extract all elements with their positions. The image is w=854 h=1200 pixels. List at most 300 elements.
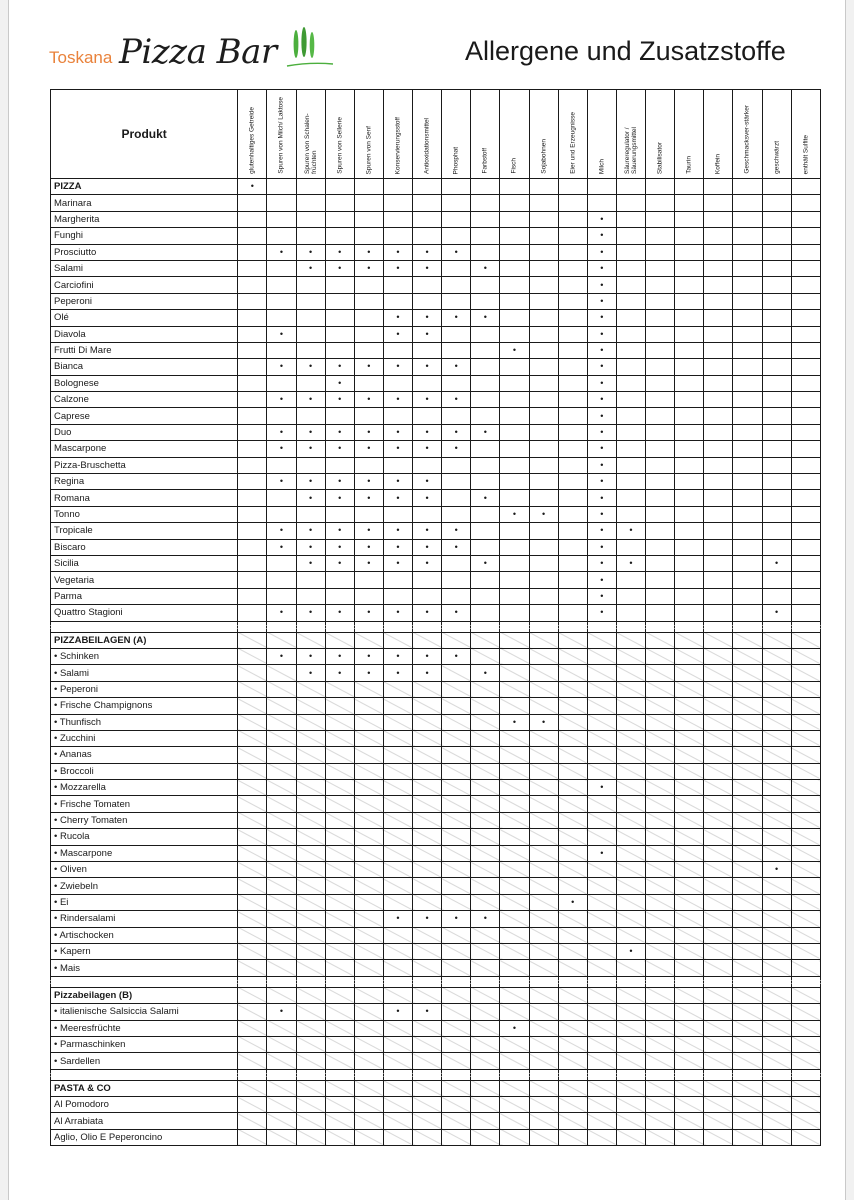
product-name: • Schinken (51, 648, 238, 664)
allergen-cell (558, 796, 587, 812)
product-name: • italienische Salsiccia Salami (51, 1004, 238, 1020)
allergen-cell (733, 408, 762, 424)
allergen-cell (616, 441, 645, 457)
allergen-cell (442, 927, 471, 943)
allergen-cell (238, 681, 267, 697)
allergen-cell (675, 987, 704, 1003)
allergen-cell (296, 457, 325, 473)
allergen-cell (558, 211, 587, 227)
allergen-cell (500, 179, 529, 195)
menu-sheet (8, 0, 846, 1200)
allergen-cell (558, 665, 587, 681)
table-row (51, 326, 821, 342)
table-row (51, 665, 821, 681)
allergen-cell (442, 698, 471, 714)
allergen-cell (558, 359, 587, 375)
allergen-cell (471, 1129, 500, 1145)
separator-cell (325, 621, 354, 632)
allergen-cell (238, 572, 267, 588)
allergen-cell (558, 632, 587, 648)
allergen-cell (616, 179, 645, 195)
allergen-cell (762, 506, 791, 522)
separator-cell (558, 1069, 587, 1080)
allergen-cell (238, 632, 267, 648)
allergen-cell (325, 812, 354, 828)
allergen-mark: • (442, 392, 471, 408)
allergen-cell (442, 862, 471, 878)
allergen-cell (413, 342, 442, 358)
allergen-cell (442, 228, 471, 244)
allergen-cell (762, 1036, 791, 1052)
allergen-cell (354, 326, 383, 342)
product-name: Vegetaria (51, 572, 238, 588)
allergen-cell (500, 845, 529, 861)
allergen-cell (442, 490, 471, 506)
allergen-cell (296, 277, 325, 293)
allergen-cell (238, 310, 267, 326)
separator-cell (383, 621, 412, 632)
allergen-cell (442, 730, 471, 746)
allergen-cell (471, 1004, 500, 1020)
allergen-cell (733, 1097, 762, 1113)
allergen-cell (762, 1004, 791, 1020)
allergen-cell (529, 228, 558, 244)
allergen-mark: • (587, 277, 616, 293)
separator-cell (762, 976, 791, 987)
allergen-cell (529, 277, 558, 293)
allergen-cell (762, 714, 791, 730)
allergen-cell (704, 1004, 733, 1020)
table-row (51, 894, 821, 910)
allergen-cell (616, 392, 645, 408)
table-row (51, 588, 821, 604)
allergen-cell (646, 441, 675, 457)
product-name: • Frische Champignons (51, 698, 238, 714)
allergen-cell (238, 1020, 267, 1036)
allergen-cell (733, 1080, 762, 1096)
allergen-cell (704, 987, 733, 1003)
allergen-cell (616, 698, 645, 714)
product-name: • Ananas (51, 747, 238, 763)
allergen-cell (442, 506, 471, 522)
allergen-mark: • (354, 424, 383, 440)
allergen-cell (762, 943, 791, 959)
allergen-cell (675, 539, 704, 555)
allergen-cell (587, 763, 616, 779)
separator-cell (675, 976, 704, 987)
allergen-cell (791, 862, 820, 878)
allergen-mark: • (587, 392, 616, 408)
allergen-cell (296, 763, 325, 779)
allergen-cell (500, 441, 529, 457)
allergen-cell (762, 277, 791, 293)
allergen-column-header (762, 90, 791, 179)
allergen-cell (500, 424, 529, 440)
allergen-cell (558, 943, 587, 959)
allergen-cell (675, 747, 704, 763)
allergen-cell (675, 943, 704, 959)
allergen-cell (529, 780, 558, 796)
allergen-cell (646, 310, 675, 326)
product-name: • Rucola (51, 829, 238, 845)
separator-cell (325, 976, 354, 987)
allergen-cell (646, 490, 675, 506)
allergen-cell (325, 506, 354, 522)
allergen-column-header (558, 90, 587, 179)
allergen-cell (500, 1036, 529, 1052)
allergen-cell (791, 829, 820, 845)
allergen-cell (471, 943, 500, 959)
allergen-cell (500, 359, 529, 375)
separator-cell (267, 976, 296, 987)
allergen-cell (354, 894, 383, 910)
allergen-cell (587, 796, 616, 812)
allergen-cell (383, 179, 412, 195)
product-name: Quattro Stagioni (51, 605, 238, 621)
allergen-cell (413, 375, 442, 391)
allergen-cell (471, 714, 500, 730)
allergen-cell (733, 342, 762, 358)
allergen-cell (442, 665, 471, 681)
allergen-cell (529, 632, 558, 648)
allergen-mark: • (383, 260, 412, 276)
allergen-cell (267, 796, 296, 812)
allergen-cell (471, 179, 500, 195)
table-row (51, 342, 821, 358)
allergen-cell (616, 228, 645, 244)
allergen-cell (587, 812, 616, 828)
allergen-cell (529, 730, 558, 746)
allergen-cell (558, 730, 587, 746)
allergen-cell (267, 698, 296, 714)
allergen-cell (704, 342, 733, 358)
allergen-cell (704, 293, 733, 309)
allergen-cell (762, 878, 791, 894)
allergen-mark: • (383, 441, 412, 457)
allergen-cell (413, 1113, 442, 1129)
allergen-cell (296, 1020, 325, 1036)
allergen-mark: • (296, 424, 325, 440)
allergen-cell (238, 506, 267, 522)
separator-cell (762, 621, 791, 632)
allergen-mark: • (529, 506, 558, 522)
separator-cell (733, 976, 762, 987)
allergen-cell (558, 681, 587, 697)
allergen-cell (354, 943, 383, 959)
allergen-cell (529, 457, 558, 473)
product-name: Pizza-Bruschetta (51, 457, 238, 473)
allergen-cell (791, 763, 820, 779)
allergen-cell (675, 260, 704, 276)
allergen-mark: • (383, 474, 412, 490)
allergen-cell (646, 506, 675, 522)
table-row (51, 228, 821, 244)
allergen-cell (413, 987, 442, 1003)
allergen-column-label: Spuren von Senf (365, 125, 373, 174)
separator-cell (413, 1069, 442, 1080)
allergen-cell (354, 1129, 383, 1145)
separator-cell (267, 1069, 296, 1080)
allergen-cell (646, 1129, 675, 1145)
allergen-cell (675, 1080, 704, 1096)
product-name: • Peperoni (51, 681, 238, 697)
allergen-cell (529, 1053, 558, 1069)
allergen-cell (325, 894, 354, 910)
allergen-cell (762, 359, 791, 375)
allergen-cell (500, 698, 529, 714)
allergen-cell (791, 244, 820, 260)
allergen-cell (587, 1053, 616, 1069)
allergen-cell (471, 1053, 500, 1069)
allergen-cell (704, 555, 733, 571)
allergen-mark: • (383, 648, 412, 664)
allergen-mark: • (442, 441, 471, 457)
allergen-cell (704, 632, 733, 648)
allergen-mark: • (296, 244, 325, 260)
allergen-cell (267, 1129, 296, 1145)
allergen-cell (238, 927, 267, 943)
allergen-cell (733, 862, 762, 878)
allergen-cell (529, 1020, 558, 1036)
allergen-mark: • (296, 523, 325, 539)
allergen-cell (354, 632, 383, 648)
allergen-cell (471, 539, 500, 555)
allergen-cell (762, 648, 791, 664)
allergen-cell (471, 894, 500, 910)
allergen-cell (529, 1080, 558, 1096)
allergen-mark: • (325, 490, 354, 506)
allergen-cell (238, 1080, 267, 1096)
allergen-cell (296, 211, 325, 227)
allergen-cell (675, 1036, 704, 1052)
allergen-mark: • (529, 714, 558, 730)
allergen-cell (558, 293, 587, 309)
allergen-cell (383, 681, 412, 697)
allergen-cell (529, 1004, 558, 1020)
allergen-cell (587, 1036, 616, 1052)
allergen-cell (791, 441, 820, 457)
allergen-cell (296, 747, 325, 763)
allergen-cell (646, 375, 675, 391)
allergen-cell (383, 1020, 412, 1036)
allergen-cell (646, 1036, 675, 1052)
allergen-cell (238, 408, 267, 424)
allergen-cell (791, 588, 820, 604)
allergen-cell (558, 179, 587, 195)
product-name: Romana (51, 490, 238, 506)
allergen-cell (762, 1053, 791, 1069)
table-row (51, 845, 821, 861)
allergen-cell (733, 911, 762, 927)
allergen-mark: • (354, 441, 383, 457)
allergen-cell (791, 812, 820, 828)
allergen-cell (616, 408, 645, 424)
allergen-cell (383, 763, 412, 779)
allergen-mark: • (442, 648, 471, 664)
allergen-cell (762, 408, 791, 424)
allergen-mark: • (587, 780, 616, 796)
allergen-mark: • (325, 244, 354, 260)
allergen-cell (442, 632, 471, 648)
product-name: Biscaro (51, 539, 238, 555)
table-row (51, 960, 821, 976)
allergen-cell (383, 1129, 412, 1145)
allergen-column-label: Säureregulator / Säuerungsmittel (623, 127, 638, 174)
allergen-cell (733, 1053, 762, 1069)
allergen-cell (675, 681, 704, 697)
allergen-mark: • (587, 408, 616, 424)
allergen-cell (704, 730, 733, 746)
allergen-column-header (675, 90, 704, 179)
allergen-cell (413, 588, 442, 604)
allergen-cell (733, 632, 762, 648)
allergen-cell (587, 927, 616, 943)
allergen-cell (267, 665, 296, 681)
product-name: Diavola (51, 326, 238, 342)
allergen-column-label: Spuren von Schalen-früchten (303, 113, 318, 174)
table-row (51, 392, 821, 408)
allergen-mark: • (587, 228, 616, 244)
allergen-cell (500, 1129, 529, 1145)
allergen-cell (558, 408, 587, 424)
allergen-cell (413, 228, 442, 244)
allergen-cell (646, 747, 675, 763)
allergen-cell (442, 1004, 471, 1020)
allergen-cell (733, 927, 762, 943)
allergen-cell (587, 1020, 616, 1036)
product-name: Mascarpone (51, 441, 238, 457)
allergen-cell (325, 878, 354, 894)
allergen-cell (616, 539, 645, 555)
allergen-cell (238, 1053, 267, 1069)
allergen-mark: • (267, 605, 296, 621)
allergen-cell (296, 698, 325, 714)
allergen-cell (704, 392, 733, 408)
allergen-column-header (733, 90, 762, 179)
allergen-cell (442, 987, 471, 1003)
allergen-cell (675, 1053, 704, 1069)
allergen-cell (675, 244, 704, 260)
allergen-cell (704, 714, 733, 730)
allergen-cell (267, 1113, 296, 1129)
allergen-cell (325, 1053, 354, 1069)
allergen-cell (442, 1053, 471, 1069)
allergen-column-header (791, 90, 820, 179)
allergen-cell (354, 780, 383, 796)
allergen-cell (646, 1080, 675, 1096)
allergen-cell (704, 747, 733, 763)
separator-cell (296, 621, 325, 632)
allergen-cell (587, 665, 616, 681)
allergen-cell (238, 588, 267, 604)
product-name: • Frische Tomaten (51, 796, 238, 812)
allergen-cell (354, 730, 383, 746)
allergen-cell (383, 927, 412, 943)
allergen-cell (733, 943, 762, 959)
allergen-cell (238, 714, 267, 730)
allergen-cell (616, 359, 645, 375)
allergen-cell (646, 648, 675, 664)
allergen-mark: • (500, 342, 529, 358)
allergen-cell (558, 845, 587, 861)
allergen-cell (296, 588, 325, 604)
allergen-cell (646, 539, 675, 555)
allergen-cell (500, 539, 529, 555)
allergen-mark: • (383, 326, 412, 342)
allergen-cell (616, 927, 645, 943)
allergen-cell (791, 539, 820, 555)
allergen-cell (325, 408, 354, 424)
product-name: • Rindersalami (51, 911, 238, 927)
allergen-cell (791, 780, 820, 796)
allergen-cell (296, 375, 325, 391)
allergen-cell (616, 911, 645, 927)
allergen-mark: • (413, 326, 442, 342)
section-title: Pizzabeilagen (B) (51, 987, 238, 1003)
allergen-cell (762, 780, 791, 796)
allergen-cell (791, 796, 820, 812)
allergen-cell (325, 572, 354, 588)
allergen-cell (733, 780, 762, 796)
allergen-cell (646, 1113, 675, 1129)
allergen-cell (616, 763, 645, 779)
product-name: Margherita (51, 211, 238, 227)
allergen-cell (471, 845, 500, 861)
allergen-cell (471, 829, 500, 845)
product-name: Parma (51, 588, 238, 604)
allergen-cell (238, 987, 267, 1003)
allergen-cell (616, 457, 645, 473)
allergen-mark: • (587, 244, 616, 260)
allergen-cell (442, 457, 471, 473)
separator-cell (238, 621, 267, 632)
allergen-cell (704, 1113, 733, 1129)
allergen-cell (733, 392, 762, 408)
allergen-cell (733, 1004, 762, 1020)
allergen-cell (762, 911, 791, 927)
allergen-mark: • (471, 260, 500, 276)
allergen-mark: • (587, 555, 616, 571)
allergen-cell (529, 375, 558, 391)
allergen-cell (471, 730, 500, 746)
allergen-cell (529, 681, 558, 697)
allergen-cell (296, 927, 325, 943)
separator-cell (704, 976, 733, 987)
allergen-mark: • (325, 424, 354, 440)
allergen-cell (354, 1053, 383, 1069)
allergen-cell (762, 474, 791, 490)
separator-cell (354, 976, 383, 987)
allergen-mark: • (587, 260, 616, 276)
allergen-cell (267, 960, 296, 976)
allergen-cell (675, 326, 704, 342)
table-row (51, 730, 821, 746)
allergen-cell (354, 375, 383, 391)
allergen-cell (500, 648, 529, 664)
allergen-cell (383, 1080, 412, 1096)
allergen-mark: • (413, 310, 442, 326)
allergen-cell (325, 195, 354, 211)
allergen-cell (238, 763, 267, 779)
allergen-cell (791, 293, 820, 309)
allergen-cell (500, 195, 529, 211)
allergen-mark: • (267, 523, 296, 539)
separator-cell (471, 1069, 500, 1080)
allergen-cell (733, 260, 762, 276)
allergen-mark: • (325, 474, 354, 490)
allergen-cell (675, 927, 704, 943)
allergen-cell (558, 1036, 587, 1052)
